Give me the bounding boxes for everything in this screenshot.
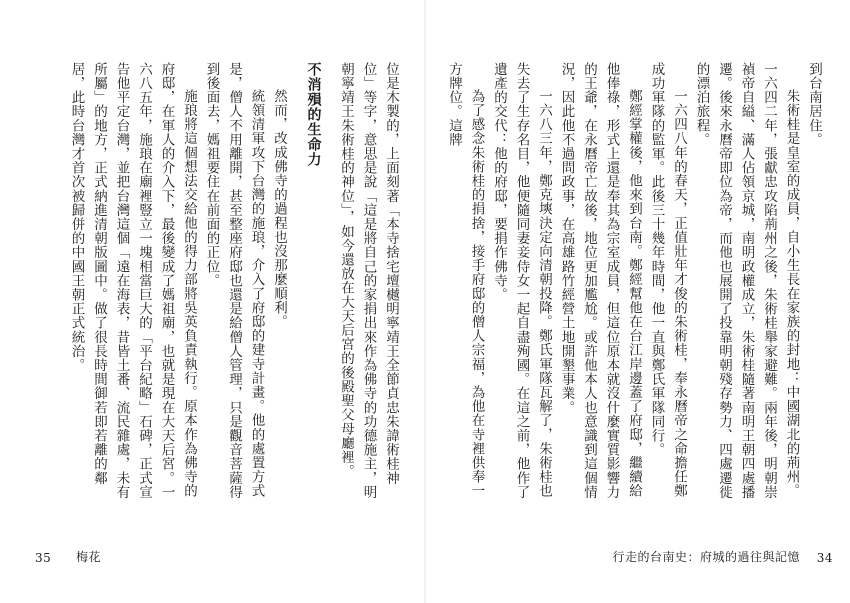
page-number: 35 xyxy=(35,551,52,565)
left-page-body xyxy=(46,62,402,506)
body-paragraph: 然而，改成佛寺的過程也沒那麼順利。 xyxy=(271,89,287,329)
body-paragraph: 到台南居住。 xyxy=(806,62,822,147)
body-paragraph: 一六八三年，鄭克塽決定向清朝投降。鄭氏軍隊瓦解了，朱術桂也失去了生存名目，他便隨同妻妾侍女一起自盡殉國。在這之前，他作了遺產的交代：他的府邸，要捐作佛寺。 xyxy=(491,62,552,500)
right-page-body xyxy=(446,62,825,506)
body-paragraph: 統領清軍攻下台灣的施琅，介入了府邸的建寺計畫。他的處置方式是，僧人不用離開，甚至整座府邸也還是給僧人管理，只是觀音菩薩得到後面去，媽祖要住在前面的正位。 xyxy=(203,62,265,500)
body-paragraph: 位是木製的，上面刻著「本寺捨宅壇樾明寧靖王全節貞忠朱諱術桂神位」等字，意思是說「這是將自己的家捐出來作為佛寺的功德施主，明朝寧靖王朱術桂的神位」，如今還放在大天后宮的後殿聖父母廳裡。 xyxy=(338,62,399,500)
body-paragraph: 一六四八年的春天，正值壯年才俊的朱術桂，奉永曆帝之命擔任鄭成功軍隊的監軍。此後三十幾年時間，他一直與鄭氏軍隊同行。 xyxy=(648,62,687,498)
section-heading: 不消殞的生命力 xyxy=(305,62,322,167)
running-title: 梅花 xyxy=(76,550,102,564)
body-paragraph: 朱術桂是皇室的成員，自小生長在家族的封地：中國湖北的荊州。一六四二年，張獻忠攻陷荊州之後，朱術桂舉家避難。兩年後，明朝崇禎帝自縊、滿人佔領京城，南明政權成立，朱術桂隨著南明王朝四處播遷。後來永曆帝即位為帝，而他也展開了投靠明朝殘存勢力、四處遷徙的漂泊旅程。 xyxy=(693,62,800,500)
right-page xyxy=(425,0,850,603)
body-paragraph: 為了感念朱術桂的捐捨，接手府邸的僧人宗福，為他在寺裡供奉一方牌位。這牌 xyxy=(446,62,485,498)
body-paragraph: 施琅將這個想法交給他的得力部將吳英負責執行。原本作為佛寺的府邸，在軍人的介入下，最後變成了媽祖廟，也就是現在大天后宮。一六八五年，施琅在廟裡豎立一塊相當巨大的「平台紀略」石碑，正式宣告他平定台灣，並把台灣這個「遠在海表，昔皆土番、流民雜處，未有所屬」的地方，正式納進清朝版圖中。做了很長時間御若即若離的鄰居，此時台灣才首次被歸併的中國王朝正式統治。 xyxy=(68,62,197,500)
body-paragraph: 鄭經掌權後，他來到台南。鄭經幫他在台江岸邊蓋了府邸，繼續給他俸祿，形式上還是奉其為宗室成員，但這位原本就沒什麼實質影響力的王爺，在永曆帝亡故後，地位更加尷尬。或許他本人也意識到這個情況，因此他不過問政事，在高雄路竹經營土地開墾事業。 xyxy=(558,62,642,500)
running-title: 行走的台南史：府城的過往與記憶 xyxy=(612,550,800,564)
page-number: 34 xyxy=(816,551,833,565)
